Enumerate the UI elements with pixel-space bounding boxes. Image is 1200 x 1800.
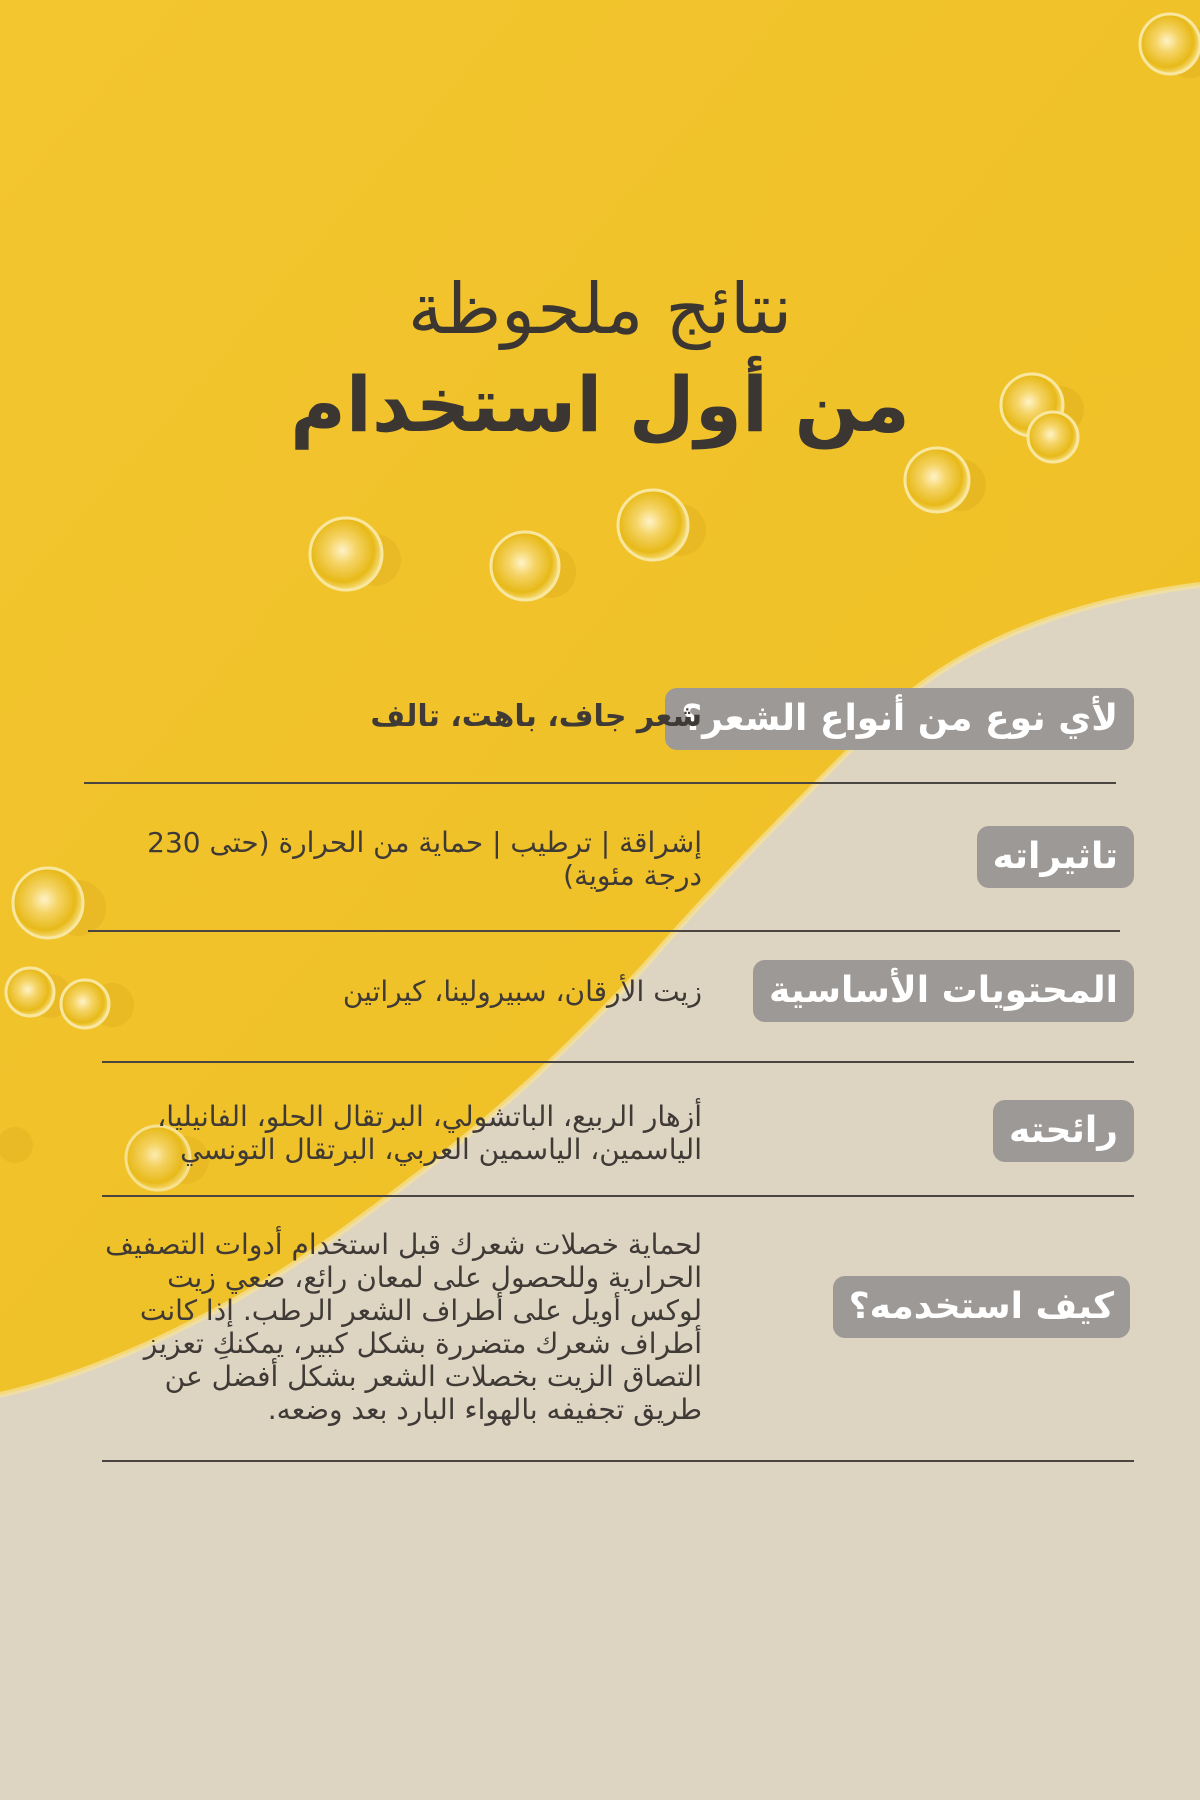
- divider: [88, 930, 1120, 932]
- headline-line-2: من أول استخدام: [290, 360, 910, 449]
- detail-value: إشراقة | ترطيب | حماية من الحرارة (حتى 230 درجة مئوية): [147, 826, 702, 892]
- label-pill: كيف استخدمه؟: [833, 1276, 1130, 1338]
- label-pill: تاثيراته: [977, 826, 1134, 888]
- headline-line-1: نتائج ملحوظة: [407, 268, 793, 350]
- divider: [102, 1460, 1134, 1462]
- detail-value: أزهار الربيع، الباتشولي، البرتقال الحلو، الفانيليا، الياسمين، الياسمين العربي، البرتقال التونسي: [157, 1100, 702, 1166]
- label-pill: لأي نوع من أنواع الشعر؟: [665, 688, 1134, 750]
- label-pill: رائحته: [993, 1100, 1134, 1162]
- label-pill: المحتويات الأساسية: [753, 960, 1134, 1022]
- divider: [84, 782, 1116, 784]
- detail-value: زيت الأرقان، سبيرولينا، كيراتين: [342, 975, 702, 1008]
- divider: [102, 1061, 1134, 1063]
- detail-value: شعر جاف، باهت، تالف: [370, 699, 702, 734]
- divider: [102, 1195, 1134, 1197]
- detail-value: لحماية خصلات شعرك قبل استخدام أدوات التصفيف الحرارية وللحصول على لمعان رائع، ضعي زيت لوكس أويل على أطراف الشعر الرطب. إذا كانت أطراف شعرك متضررة بشكل كبير، يمكنكِ تعزيز التصاق الزيت بخصلات الشعر بشكل أفضل عن طريق تجفيفه بالهواء البارد بعد وضعه.: [105, 1228, 702, 1426]
